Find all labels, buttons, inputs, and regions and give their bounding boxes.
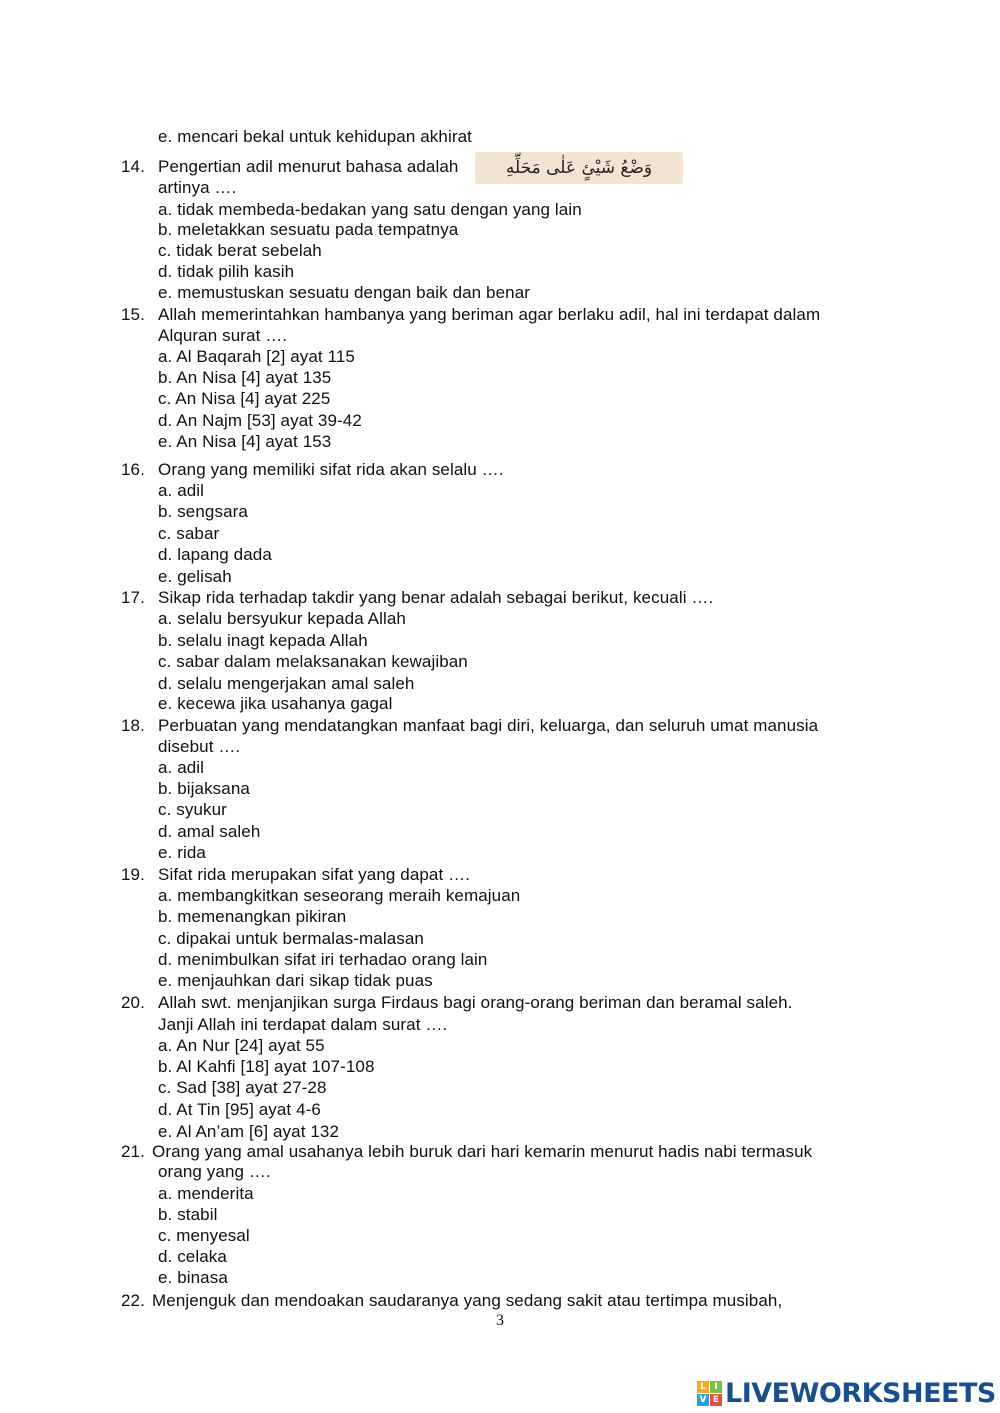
option-20a[interactable]: a. An Nur [24] ayat 55	[158, 1036, 325, 1055]
question-15-text: Allah memerintahkan hambanya yang beriman agar berlaku adil, hal ini terdapat dalam	[158, 305, 821, 324]
option-19b[interactable]: b. memenangkan pikiran	[158, 907, 347, 926]
question-17-text: Sikap rida terhadap takdir yang benar adalah sebagai berikut, kecuali ….	[158, 588, 714, 607]
question-22-text: Menjenguk dan mendoakan saudaranya yang sedang sakit atau tertimpa musibah,	[152, 1291, 783, 1310]
page-number: 3	[496, 1312, 504, 1329]
option-17d[interactable]: d. selalu mengerjakan amal saleh	[158, 674, 415, 693]
liveworksheets-logo[interactable]	[697, 1376, 996, 1410]
option-18a[interactable]: a. adil	[158, 758, 205, 777]
question-14-continuation: artinya ….	[158, 178, 237, 197]
option-16e[interactable]: e. gelisah	[158, 567, 232, 586]
question-14-number: 14.	[121, 157, 145, 176]
option-18e[interactable]: e. rida	[158, 843, 206, 862]
option-19c[interactable]: c. dipakai untuk bermalas-malasan	[158, 929, 424, 948]
option-21a[interactable]: a. menderita	[158, 1184, 254, 1203]
option-20c[interactable]: c. Sad [38] ayat 27-28	[158, 1078, 327, 1097]
arabic-phrase: وَضْعُ شَيْئٍ عَلٰى مَحَلِّهِ	[475, 152, 683, 184]
question-18-continuation: disebut ….	[158, 737, 241, 756]
question-20-number: 20.	[121, 993, 145, 1012]
option-21e[interactable]: e. binasa	[158, 1268, 228, 1287]
option-14c[interactable]: c. tidak berat sebelah	[158, 241, 322, 260]
option-20e[interactable]: e. Al An’am [6] ayat 132	[158, 1122, 340, 1141]
question-21-text: Orang yang amal usahanya lebih buruk dari hari kemarin menurut hadis nabi termasuk	[152, 1142, 813, 1161]
option-17a[interactable]: a. selalu bersyukur kepada Allah	[158, 609, 406, 628]
option-14b[interactable]: b. meletakkan sesuatu pada tempatnya	[158, 220, 459, 239]
option-15e[interactable]: e. An Nisa [4] ayat 153	[158, 432, 332, 451]
question-19-number: 19.	[121, 865, 145, 884]
option-14a[interactable]: a. tidak membeda-bedakan yang satu dengan yang lain	[158, 200, 582, 219]
option-19d[interactable]: d. menimbulkan sifat iri terhadao orang lain	[158, 950, 488, 969]
option-16b[interactable]: b. sengsara	[158, 502, 248, 521]
option-21b[interactable]: b. stabil	[158, 1205, 218, 1224]
liveworksheets-icon: L I V E	[697, 1381, 722, 1406]
option-17c[interactable]: c. sabar dalam melaksanakan kewajiban	[158, 652, 468, 671]
option-21d[interactable]: d. celaka	[158, 1247, 227, 1266]
option-18d[interactable]: d. amal saleh	[158, 822, 261, 841]
option-15a[interactable]: a. Al Baqarah [2] ayat 115	[158, 347, 355, 366]
option-17e[interactable]: e. kecewa jika usahanya gagal	[158, 694, 393, 713]
option-17b[interactable]: b. selalu inagt kepada Allah	[158, 631, 368, 650]
option-19e[interactable]: e. menjauhkan dari sikap tidak puas	[158, 971, 433, 990]
question-21-number: 21.	[121, 1142, 145, 1161]
option-13e: e. mencari bekal untuk kehidupan akhirat	[158, 127, 472, 146]
option-14d[interactable]: d. tidak pilih kasih	[158, 262, 295, 281]
question-15-continuation: Alquran surat ….	[158, 326, 288, 345]
question-17-number: 17.	[121, 588, 145, 607]
option-14e[interactable]: e. memustuskan sesuatu dengan baik dan benar	[158, 283, 531, 302]
question-15-number: 15.	[121, 305, 145, 324]
option-16a[interactable]: a. adil	[158, 481, 205, 500]
question-22-number: 22.	[121, 1291, 145, 1310]
option-16c[interactable]: c. sabar	[158, 524, 220, 543]
option-18c[interactable]: c. syukur	[158, 800, 227, 819]
question-16-number: 16.	[121, 460, 145, 479]
question-16-text: Orang yang memiliki sifat rida akan selalu ….	[158, 460, 504, 479]
option-20d[interactable]: d. At Tin [95] ayat 4-6	[158, 1100, 321, 1119]
question-20-text: Allah swt. menjanjikan surga Firdaus bagi orang-orang beriman dan beramal saleh.	[158, 993, 793, 1012]
brand-name: LIVEWORKSHEETS	[725, 1377, 996, 1409]
option-16d[interactable]: d. lapang dada	[158, 545, 272, 564]
question-21-continuation: orang yang ….	[158, 1162, 271, 1181]
option-15d[interactable]: d. An Najm [53] ayat 39-42	[158, 411, 362, 430]
option-21c[interactable]: c. menyesal	[158, 1226, 250, 1245]
question-14-text: Pengertian adil menurut bahasa adalah	[158, 157, 459, 176]
option-15c[interactable]: c. An Nisa [4] ayat 225	[158, 389, 331, 408]
option-18b[interactable]: b. bijaksana	[158, 779, 250, 798]
question-18-number: 18.	[121, 716, 145, 735]
option-15b[interactable]: b. An Nisa [4] ayat 135	[158, 368, 332, 387]
option-19a[interactable]: a. membangkitkan seseorang meraih kemajuan	[158, 886, 521, 905]
question-18-text: Perbuatan yang mendatangkan manfaat bagi diri, keluarga, dan seluruh umat manusia	[158, 716, 819, 735]
question-20-continuation: Janji Allah ini terdapat dalam surat ….	[158, 1015, 448, 1034]
question-19-text: Sifat rida merupakan sifat yang dapat ….	[158, 865, 471, 884]
option-20b[interactable]: b. Al Kahfi [18] ayat 107-108	[158, 1057, 375, 1076]
